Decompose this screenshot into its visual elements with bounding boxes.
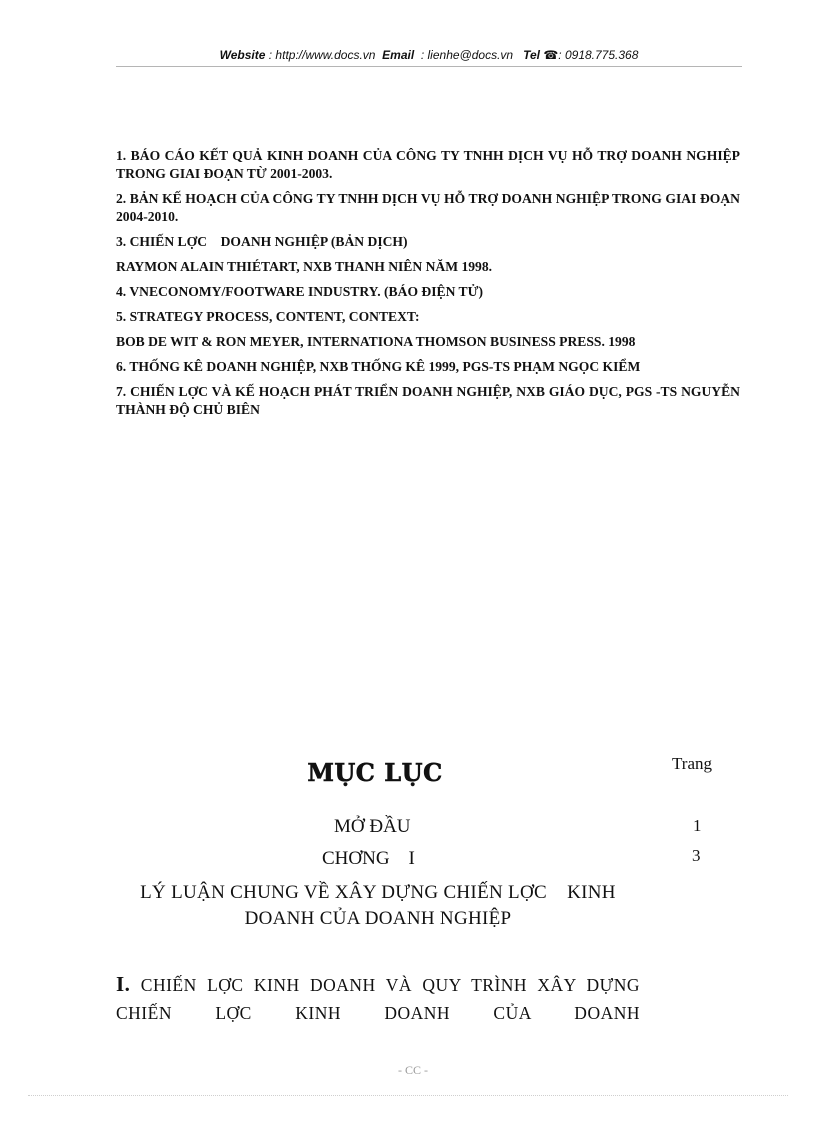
toc-chapter-title — [116, 880, 640, 932]
tel-value: : 0918.775.368 — [558, 48, 639, 62]
chapter-title-line: DOANH CỦA DOANH NGHIỆP — [244, 908, 512, 929]
reference-item: RAYMON ALAIN THIÉTART, NXB THANH NIÊN NĂM 1998. — [116, 259, 493, 274]
toc-chapter-page: 3 — [692, 846, 701, 865]
reference-item: 5. STRATEGY PROCESS, CONTENT, CONTEXT: — [116, 309, 420, 324]
toc-page-column-label: Trang — [672, 754, 712, 773]
website-label: Website — [219, 48, 266, 62]
reference-item: 1. BÁO CÁO KẾT QUẢ KINH DOANH CỦA CÔNG TY TNHH DỊCH VỤ HỖ TRỢ DOANH NGHIỆP TRONG GIAI ĐOẠN TỪ 2001-2003. — [116, 148, 740, 181]
section-title: CHIẾN LỢC KINH DOANH VÀ QUY TRÌNH XÂY DỰNG CHIẾN LỢC KINH DOANH CỦA DOANH — [116, 975, 640, 1023]
toc-intro-page: 1 — [693, 816, 702, 835]
reference-list — [116, 147, 740, 426]
phone-icon: ☎ — [543, 48, 559, 62]
reference-item: BOB DE WIT & RON MEYER, INTERNATIONA THOMSON BUSINESS PRESS. 1998 — [116, 334, 636, 349]
reference-item: 3. CHIẾN LỢC DOANH NGHIỆP (BẢN DỊCH) — [116, 234, 408, 249]
website-value: : http://www.docs.vn — [268, 48, 376, 62]
page-number: - CC - — [398, 1063, 428, 1077]
reference-item: 7. CHIẾN LỢC VÀ KẾ HOẠCH PHÁT TRIỂN DOANH NGHIỆP, NXB GIÁO DỤC, PGS -TS NGUYỄN THÀNH ĐỘ CHỦ BIÊN — [116, 384, 740, 417]
toc-section — [116, 970, 640, 1027]
chapter-title-line: LÝ LUẬN CHUNG VỀ XÂY DỰNG CHIẾN LỢC KINH — [140, 882, 616, 903]
tel-label: Tel — [523, 48, 540, 62]
reference-item: 4. VNECONOMY/FOOTWARE INDUSTRY. (BÁO ĐIỆN TỬ) — [116, 284, 483, 299]
reference-item: 6. THỐNG KÊ DOANH NGHIỆP, NXB THỐNG KÊ 1999, PGS-TS PHẠM NGỌC KIỂM — [116, 359, 641, 374]
toc-title: MỤC LỤC — [307, 758, 443, 787]
page-header — [116, 48, 742, 67]
email-value: : lienhe@docs.vn — [420, 48, 514, 62]
toc-chapter-label: CHƠNG I — [322, 848, 415, 869]
toc-intro-label: MỞ ĐẦU — [334, 816, 411, 837]
footer-divider — [28, 1095, 788, 1096]
email-label: Email — [382, 48, 415, 62]
reference-item: 2. BẢN KẾ HOẠCH CỦA CÔNG TY TNHH DỊCH VỤ HỖ TRỢ DOANH NGHIỆP TRONG GIAI ĐOẠN 2004-2010. — [116, 191, 740, 224]
section-number: I. — [116, 972, 131, 996]
